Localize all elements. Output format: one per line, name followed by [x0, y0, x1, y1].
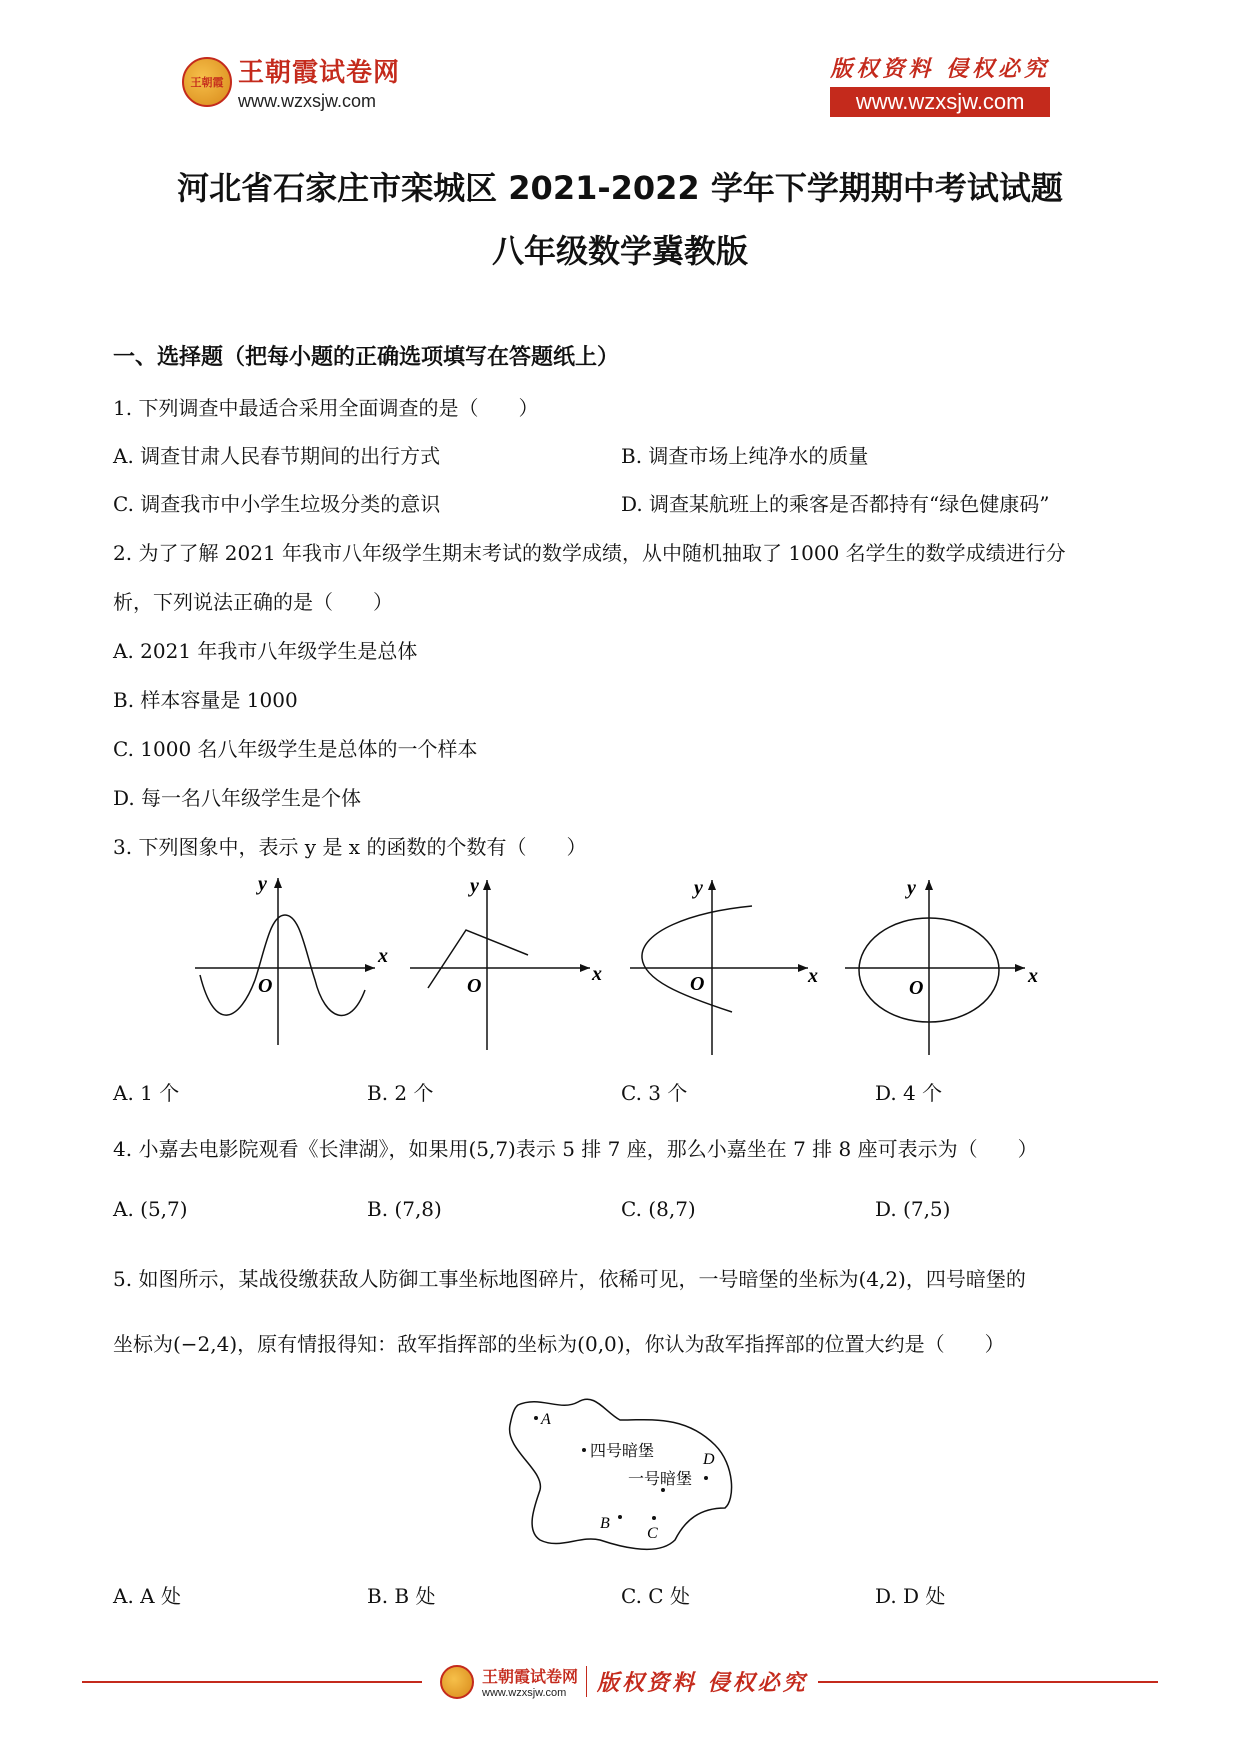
- map-label-b: B: [600, 1515, 610, 1532]
- g4-origin-label: O: [909, 977, 924, 999]
- q2-option-a: A. 2021 年我市八年级学生是总体: [113, 639, 418, 663]
- g1-origin-label: O: [258, 975, 273, 997]
- g4-y-label: y: [907, 877, 916, 899]
- graph-sine: [195, 873, 388, 1045]
- graph-parabola: [630, 877, 818, 1055]
- header-slogan: 版权资料 侵权必究: [830, 56, 1050, 82]
- g3-y-label: y: [694, 877, 703, 899]
- q1-option-d: D. 调查某航班上的乘客是否都持有“绿色健康码”: [621, 492, 1050, 516]
- q3-option-d: D. 4 个: [875, 1081, 943, 1105]
- q1-option-a: A. 调查甘肃人民春节期间的出行方式: [113, 444, 441, 468]
- q4-option-a: A. (5,7): [113, 1197, 188, 1221]
- q2-option-b: B. 样本容量是 1000: [113, 688, 298, 712]
- logo-name: 王朝霞试卷网: [238, 58, 401, 88]
- q5-option-a: A. A 处: [113, 1584, 181, 1608]
- q4-stem: 4. 小嘉去电影院观看《长津湖》，如果用(5,7)表示 5 排 7 座，那么小嘉坐在 7 排 8 座可表示为（ ）: [113, 1137, 1038, 1161]
- q5-option-d: D. D 处: [875, 1584, 946, 1608]
- q5-stem-line1: 5. 如图所示，某战役缴获敌人防御工事坐标地图碎片，依稀可见，一号暗堡的坐标为(4,2)，四号暗堡的: [113, 1267, 1026, 1291]
- q5-option-b: B. B 处: [367, 1584, 436, 1608]
- map-label-first-bunker: 一号暗堡: [628, 1471, 693, 1488]
- g1-x-label: x: [378, 945, 388, 967]
- footer-logo-icon: [440, 1665, 474, 1699]
- graph-broken-line: [410, 875, 602, 1050]
- footer-line-right: [818, 1681, 1158, 1683]
- footer-url[interactable]: www.wzxsjw.com: [482, 1687, 567, 1699]
- footer-name: 王朝霞试卷网: [482, 1667, 579, 1686]
- q3-option-b: B. 2 个: [367, 1081, 434, 1105]
- g3-x-label: x: [808, 965, 818, 987]
- q2-option-c: C. 1000 名八年级学生是总体的一个样本: [113, 737, 478, 761]
- section-heading: 一、选择题（把每小题的正确选项填写在答题纸上）: [113, 345, 620, 370]
- header-copyright: [830, 52, 1050, 117]
- map-label-c: C: [647, 1525, 658, 1542]
- footer-slogan: 版权资料 侵权必究: [586, 1666, 808, 1697]
- q1-option-b: B. 调查市场上纯净水的质量: [621, 444, 869, 468]
- logo-badge-icon: [182, 57, 232, 107]
- g2-origin-label: O: [467, 975, 482, 997]
- g2-y-label: y: [470, 875, 479, 897]
- q4-option-c: C. (8,7): [621, 1197, 696, 1221]
- g4-x-label: x: [1028, 965, 1038, 987]
- map-label-a: A: [541, 1411, 551, 1428]
- g2-x-label: x: [592, 963, 602, 985]
- header-url-banner[interactable]: www.wzxsjw.com: [830, 87, 1050, 117]
- q5-option-c: C. C 处: [621, 1584, 690, 1608]
- q2-option-d: D. 每一名八年级学生是个体: [113, 786, 362, 810]
- header-logo: [182, 52, 400, 112]
- q1-option-c: C. 调查我市中小学生垃圾分类的意识: [113, 492, 441, 516]
- logo-url[interactable]: www.wzxsjw.com: [238, 91, 377, 111]
- q3-option-a: A. 1 个: [113, 1081, 180, 1105]
- page-title: 河北省石家庄市栾城区 2021-2022 学年下学期期中考试试题: [177, 169, 1063, 207]
- g3-origin-label: O: [690, 973, 705, 995]
- q4-option-d: D. (7,5): [875, 1197, 951, 1221]
- q3-stem: 3. 下列图象中，表示 y 是 x 的函数的个数有（ ）: [113, 835, 587, 859]
- q3-option-c: C. 3 个: [621, 1081, 688, 1105]
- map-label-d: D: [703, 1451, 715, 1468]
- q5-stem-line2: 坐标为(−2,4)，原有情报得知：敌军指挥部的坐标为(0,0)，你认为敌军指挥部的位置大约是（ ）: [113, 1332, 1005, 1356]
- page-subtitle: 八年级数学冀教版: [491, 232, 748, 270]
- q2-stem-line1: 2. 为了了解 2021 年我市八年级学生期末考试的数学成绩，从中随机抽取了 1000 名学生的数学成绩进行分: [113, 541, 1066, 565]
- q5-map-fragment: [500, 1390, 750, 1560]
- map-label-fourth-bunker: 四号暗堡: [590, 1443, 655, 1460]
- badge-text: 王朝霞: [190, 76, 224, 89]
- q3-graphs: [190, 870, 1070, 1060]
- q4-option-b: B. (7,8): [367, 1197, 442, 1221]
- footer-brand: [440, 1664, 808, 1699]
- q1-stem: 1. 下列调查中最适合采用全面调查的是（ ）: [113, 396, 539, 420]
- footer-line-left: [82, 1681, 422, 1683]
- g1-y-label: y: [258, 873, 267, 895]
- graph-ellipse: [845, 877, 1038, 1055]
- q2-stem-line2: 析，下列说法正确的是（ ）: [113, 590, 393, 614]
